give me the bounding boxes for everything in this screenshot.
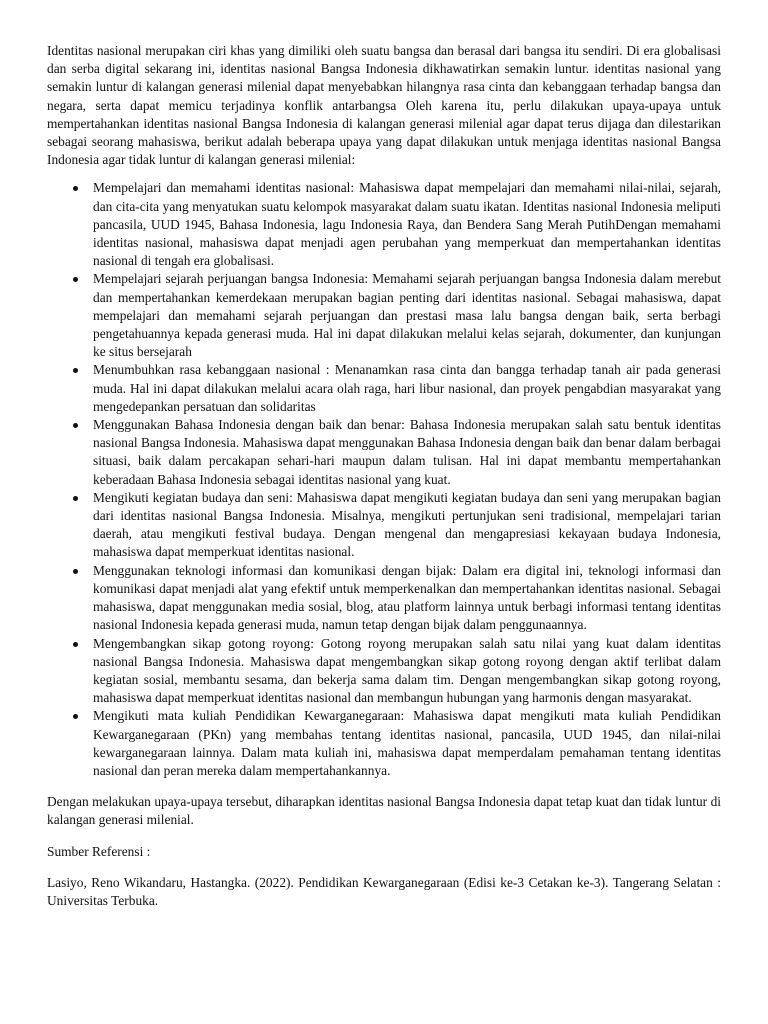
list-item (93, 270, 721, 361)
list-item (93, 416, 721, 489)
reference-entry: Lasiyo, Reno Wikandaru, Hastangka. (2022). Pendidikan Kewarganegaraan (Edisi ke-3 Cetakan ke-3). Tangerang Selatan : Universitas Terbuka. (47, 874, 721, 908)
list-item (93, 707, 721, 780)
closing-paragraph: Dengan melakukan upaya-upaya tersebut, diharapkan identitas nasional Bangsa Indonesia dapat tetap kuat dan tidak luntur di kalangan generasi milenial. (47, 794, 721, 828)
list-item-text: Menggunakan Bahasa Indonesia dengan baik dan benar: Bahasa Indonesia merupakan salah satu bentuk identitas nasional Bangsa Indonesia. Mahasiswa dapat menggunakan Bahasa Indonesia dengan baik dan benar dalam berbagai situasi, baik dalam percakapan sehari-hari maupun dalam tulisan. Hal ini dapat membantu mempertahankan keberadaan Bahasa Indonesia sebagai identitas nasional yang kuat. (93, 417, 721, 487)
source-heading: Sumber Referensi : (47, 843, 151, 859)
list-item-text: Mengembangkan sikap gotong royong: Gotong royong merupakan salah satu nilai yang kuat dalam identitas nasional Bangsa Indonesia. Mahasiswa dapat mengembangkan sikap gotong royong dengan aktif terlibat dalam kegiatan sosial, membantu sesama, dan bekerja sama dalam tim. Dengan mengembangkan sikap gotong royong, mahasiswa dapat memperkuat identitas nasional dan membangun hubungan yang harmonis dengan masyarakat. (93, 635, 721, 706)
list-item-text: Mempelajari sejarah perjuangan bangsa Indonesia: Memahami sejarah perjuangan bangsa Indonesia dalam merebut dan mempertahankan kemerdekaan merupakan bagian penting dari identitas nasional. Sebagai mahasiswa, dapat mempelajari dan memahami sejarah perjuangan dan prestasi masa lalu bangsa dengan baik, serta berbagi pengetahuannya kepada generasi muda. Hal ini dapat dilakukan melalui kelas sejarah, dokumenter, dan kunjungan ke situs bersejarah (93, 271, 721, 360)
list-item (93, 562, 721, 635)
bullet-icon (73, 496, 78, 501)
list-item-text: Menumbuhkan rasa kebanggaan nasional : Menanamkan rasa cinta dan bangga terhadap tanah air pada generasi muda. Hal ini dapat dilakukan melalui acara olah raga, hari libur nasional, dan proyek pengabdian masyarakat yang mengedepankan persatuan dan solidaritas (93, 362, 721, 414)
list-item-text: Mengikuti mata kuliah Pendidikan Kewarganegaraan: Mahasiswa dapat mengikuti mata kuliah Pendidikan Kewarganegaraan (PKn) yang membahas tentang identitas nasional, pancasila, UUD 1945, dan nilai-nilai kewarganegaraan lainnya. Dalam mata kuliah ini, mahasiswa dapat memperdalam pemahaman tentang identitas nasional dan peran mereka dalam mempertahankannya. (93, 708, 721, 778)
bullet-icon (73, 186, 78, 191)
effort-list (47, 179, 721, 780)
list-item-text: Mengikuti kegiatan budaya dan seni: Mahasiswa dapat mengikuti kegiatan budaya dan seni yang merupakan bagian dari identitas nasional Bangsa Indonesia. Misalnya, mengikuti pertunjukan seni tradisional, mempelajari tarian daerah, atau mengikuti festival budaya. Dengan mengenal dan mengapresiasi kekayaan budaya Indonesia, mahasiswa dapat memperkuat identitas nasional. (93, 489, 721, 560)
bullet-icon (73, 569, 78, 574)
bullet-icon (73, 368, 78, 373)
list-item (93, 179, 721, 270)
list-item (93, 361, 721, 416)
list-item (93, 489, 721, 562)
bullet-icon (73, 642, 78, 647)
list-item (93, 635, 721, 708)
bullet-icon (73, 714, 78, 719)
list-item-text: Menggunakan teknologi informasi dan komunikasi dengan bijak: Dalam era digital ini, teknologi informasi dan komunikasi dapat menjadi alat yang efektif untuk memperkenalkan dan mempertahankan identitas nasional. Sebagai mahasiswa, dapat menggunakan media sosial, blog, atau platform lainnya untuk berbagi informasi tentang identitas nasional Indonesia kepada generasi muda, namun tetap dengan bijak dalam penggunaannya. (93, 562, 721, 633)
list-item-text: Mempelajari dan memahami identitas nasional: Mahasiswa dapat mempelajari dan memahami nilai-nilai, sejarah, dan cita-cita yang menyatukan suatu kelompok masyarakat dalam suatu ikatan. Identitas nasional Indonesia meliputi pancasila, UUD 1945, Bahasa Indonesia, lagu Indonesia Raya, dan Bendera Sang Merah PutihDengan memahami identitas nasional, mahasiswa dapat menjadi agen perubahan yang memperkuat dan mempertahankan identitas nasional di tengah era globalisasi. (93, 180, 721, 269)
bullet-icon (73, 423, 78, 428)
bullet-icon (73, 277, 78, 282)
intro-paragraph: Identitas nasional merupakan ciri khas yang dimiliki oleh suatu bangsa dan berasal dari bangsa itu sendiri. Di era globalisasi dan serba digital sekarang ini, identitas nasional Bangsa Indonesia dikhawatirkan semakin luntur. identitas nasional yang semakin luntur di kalangan generasi milenial dapat menyebabkan hilangnya rasa cinta dan kebanggaan terhadap bangsa dan negara, serta dapat memicu terjadinya konflik antarbangsa Oleh karena itu, perlu dilakukan upaya-upaya untuk mempertahankan identitas nasional Bangsa Indonesia di kalangan generasi milenial agar dapat terus dijaga dan dilestarikan sebagai seorang mahasiswa, berikut adalah beberapa upaya yang dapat dilakukan untuk menjaga identitas nasional Bangsa Indonesia agar tidak luntur di kalangan generasi milenial: (47, 43, 721, 168)
